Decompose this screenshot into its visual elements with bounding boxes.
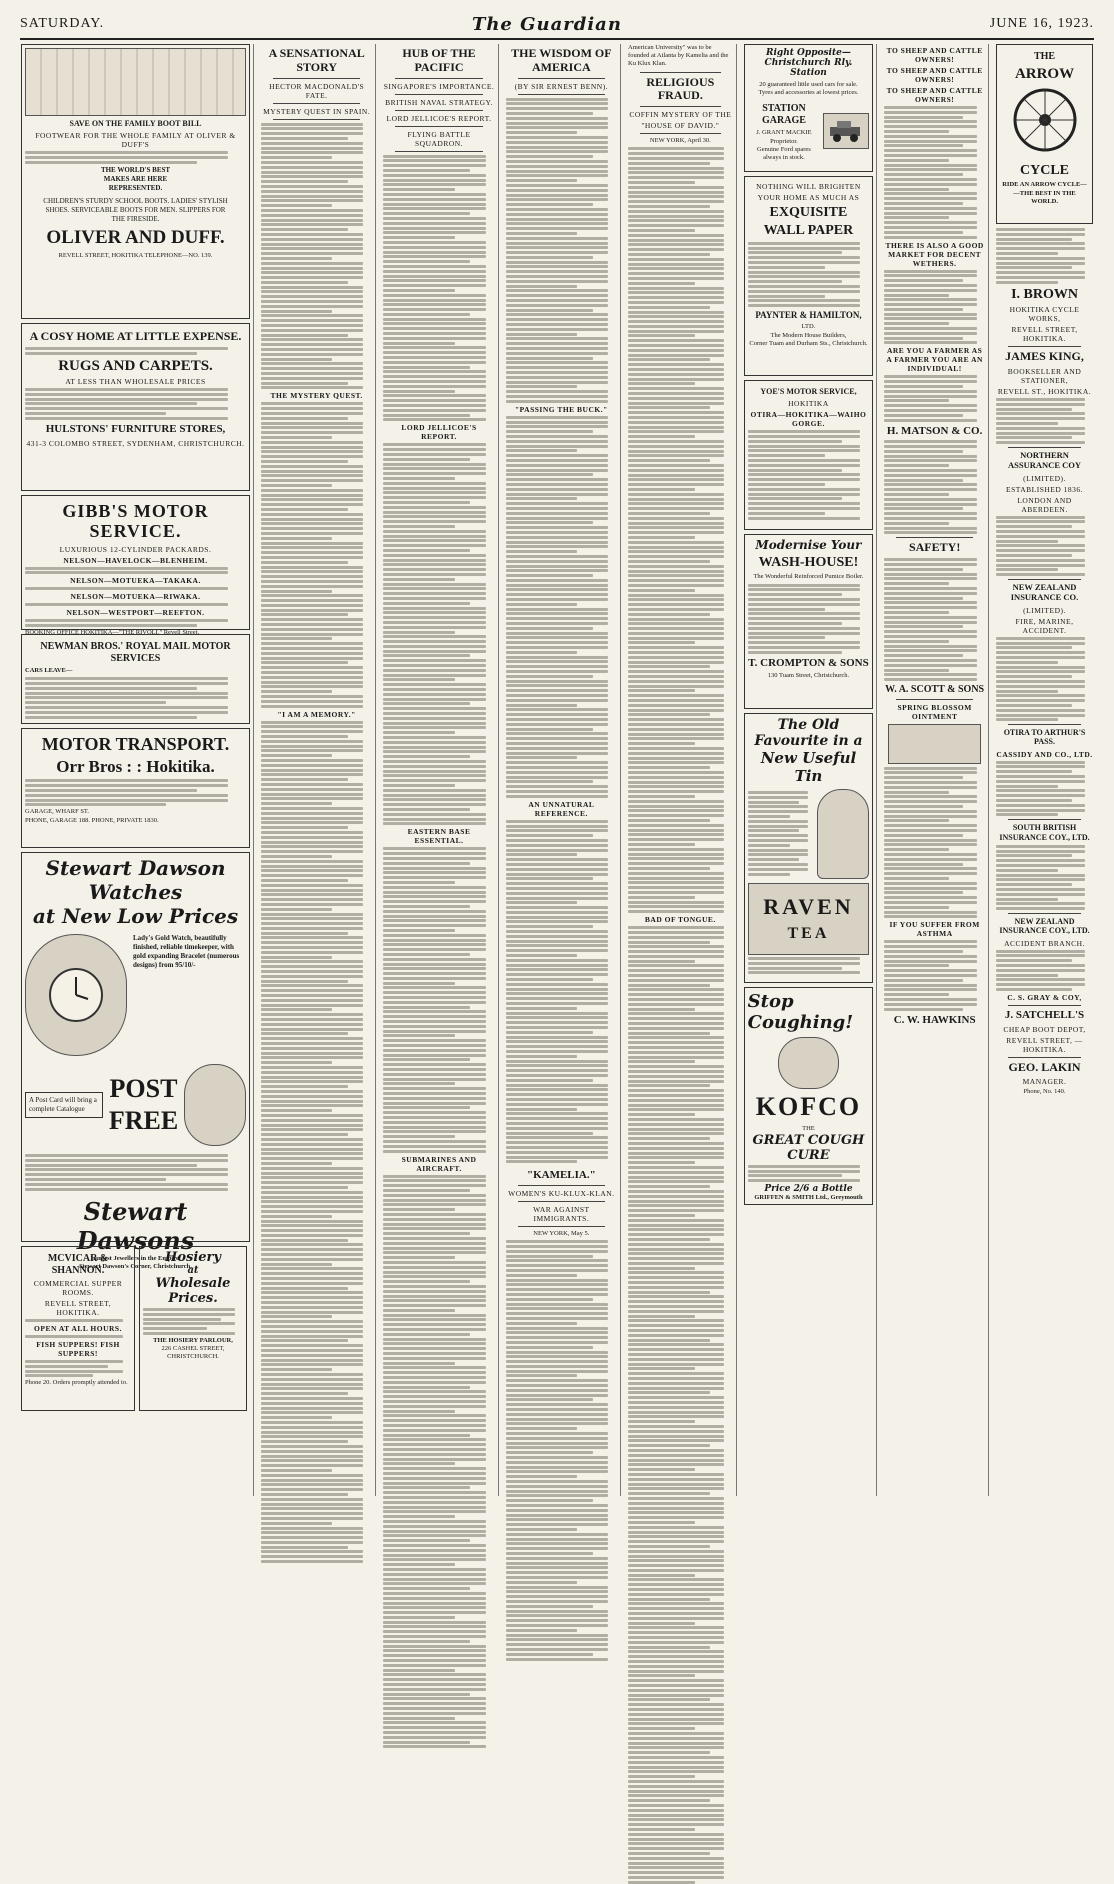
column-2 [258, 44, 376, 1496]
arrow-cycle-ad [996, 44, 1093, 224]
brown-address: REVELL STREET, HOKITIKA. [1011, 325, 1078, 344]
pocket-watch-illustration [184, 1064, 246, 1146]
story-body-2 [261, 402, 372, 707]
pacific-section-1: LORD JELLICOE'S REPORT. [401, 423, 477, 442]
wallpaper-big-2: WALL PAPER [763, 223, 854, 239]
wallpaper-builders: The Modern House Builders, [770, 331, 847, 339]
column-3 [380, 44, 498, 1496]
hulston-title: A COSY HOME AT LITTLE EXPENSE. [29, 329, 242, 343]
sheep-line-1: TO SHEEP AND CATTLE OWNERS! [886, 46, 983, 64]
satchell-sub: CHEAP BOOT DEPOT, [1003, 1024, 1086, 1034]
raven-brand: RAVEN [763, 894, 854, 920]
king-address: REVELL ST., HOKITIKA. [997, 386, 1092, 396]
brown-sub: HOKITIKA CYCLE WORKS, [1009, 305, 1080, 324]
hosiery-address: 226 CASHEL STREET, CHRISTCHURCH. [161, 1345, 225, 1361]
station-offer: 20 guaranteed little used cars for sale. [759, 81, 858, 88]
hosiery-ad [139, 1246, 247, 1411]
otira-title: OTIRA TO ARTHUR'S PASS. [1003, 728, 1086, 747]
gibb-title: GIBB'S MOTOR SERVICE. [62, 501, 209, 541]
woman-illustration [817, 789, 869, 879]
kamelia-sub-2: WAR AGAINST IMMIGRANTS. [533, 1204, 590, 1223]
man-portrait-illustration [778, 1037, 840, 1089]
oliver-duff-ad [21, 44, 250, 319]
pacific-sub-4: FLYING BATTLE SQUADRON. [407, 129, 471, 148]
southbritish-name: SOUTH BRITISH INSURANCE COY., LTD. [999, 823, 1090, 842]
northern-city: LONDON AND ABERDEEN. [1017, 495, 1072, 514]
wallpaper-line-2: YOUR HOME AS MUCH AS [757, 193, 860, 202]
gibb-route-1: LUXURIOUS 12-CYLINDER PACKARDS. [59, 544, 212, 554]
oliver-makers-1: THE WORLD'S BEST [100, 165, 171, 174]
station-tagline: Genuine Ford spares always in stock. [757, 145, 811, 162]
newman-title: NEWMAN BROS.' ROYAL MAIL MOTOR SERVICES [40, 641, 231, 664]
gibb-route-4: NELSON—MOTUEKA—RIWAKA. [70, 592, 201, 602]
columns [18, 44, 1096, 1496]
pacific-section-2: EASTERN BASE ESSENTIAL. [407, 827, 471, 846]
wash-address: 130 Tuam Street, Christchurch. [767, 672, 850, 680]
washhouse-ad [744, 534, 874, 709]
yoe-title: YOE'S MOTOR SERVICE, [760, 387, 857, 396]
wallpaper-line-1: NOTHING WILL BRIGHTEN [756, 182, 861, 191]
hosiery-title-4: Prices. [168, 1291, 218, 1306]
stewart-title-1: Stewart Dawson Watches [45, 856, 226, 904]
raven-line-1: The Old Favourite in a [754, 717, 863, 749]
gibb-route-3: NELSON—MOTUEKA—TAKAKA. [70, 576, 201, 586]
mcvicar-open: OPEN AT ALL HOURS. [34, 1324, 122, 1333]
kofco-the: THE [802, 1124, 815, 1132]
lakin-phone: Phone, No. 140. [1023, 1088, 1066, 1096]
oliver-headline: SAVE ON THE FAMILY BOOT BILL [69, 119, 202, 128]
arrow-best: —THE BEST IN THE WORLD. [1013, 189, 1076, 205]
stewart-postcard: A Post Card will bring a complete Catalogue [25, 1092, 103, 1118]
nzic-name: NEW ZEALAND INSURANCE CO. [1010, 582, 1079, 602]
king-trade: BOOKSELLER AND STATIONER, [1007, 366, 1082, 385]
asthma-title: IF YOU SUFFER FROM ASTHMA [889, 920, 980, 939]
pacific-body-1 [383, 155, 494, 422]
fraud-body-2 [628, 926, 733, 1884]
arrow-brand: ARROW [1014, 65, 1075, 82]
gibbs-motor-ad [21, 495, 250, 637]
wallpaper-address: Corner Tuam and Durham Sts., Christchurch. [749, 339, 868, 347]
column-4 [503, 44, 621, 1496]
pacific-sub-1: SINGAPORE'S IMPORTANCE. [383, 81, 495, 91]
oliver-makers-2: MAKES ARE HERE [103, 174, 168, 183]
fraud-dateline: NEW YORK, April 30. [649, 137, 711, 145]
oliver-subheadline: FOOTWEAR FOR THE WHOLE FAMILY AT OLIVER & DUFF'S [35, 131, 236, 150]
mcvicar-ad [21, 1246, 135, 1411]
wash-sub: The Wonderful Reinforced Pumice Boiler. [753, 573, 864, 581]
column-5 [625, 44, 737, 1496]
arrow-ride: RIDE AN ARROW CYCLE— [1002, 181, 1087, 189]
raven-tea: TEA [787, 925, 830, 943]
matson-name: H. MATSON & CO. [886, 424, 983, 437]
stewart-ladies: Lady's Gold Watch, beautifully finished, reliable timekeeper, with gold expanding Bracelet (numerous designs) from 95/10/- [133, 934, 240, 969]
hulston-sub2: AT LESS THAN WHOLESALE PRICES [65, 377, 206, 387]
bottom-ads-row [21, 1246, 250, 1415]
kamelia-sub-1: WOMEN'S KU-KLUX-KLAN. [508, 1188, 615, 1198]
newman-cars: CARS LEAVE— [25, 667, 73, 674]
family-illustration [25, 48, 246, 116]
story-sub-1: HECTOR MACDONALD'S FATE. [269, 81, 365, 100]
yoe-motor-ad [744, 380, 874, 530]
kofco-ad [744, 987, 874, 1205]
gibb-footer: BOOKING OFFICE HOKITIKA—"THE RIVOLI," Revell Street. [25, 629, 200, 637]
oliver-name: OLIVER AND DUFF. [46, 226, 225, 248]
stewart-jewellers: Largest Jewellers in the Empire. [90, 1254, 181, 1262]
nzic-kind: FIRE, MARINE, ACCIDENT. [1015, 616, 1074, 635]
kamelia-body [506, 1240, 617, 1660]
brown-name: I. BROWN [1011, 286, 1078, 302]
story-sub-2: MYSTERY QUEST IN SPAIN. [263, 106, 371, 116]
stewart-name: Stewart Dawsons [76, 1196, 195, 1255]
watch-icon [46, 965, 106, 1025]
hulston-sub: RUGS AND CARPETS. [58, 357, 213, 374]
column-6 [741, 44, 878, 1496]
pacific-title: HUB OF THE PACIFIC [402, 46, 476, 74]
pacific-body-4 [383, 1175, 494, 1749]
motor-transport-ad [21, 728, 250, 848]
sheep-farmer: ARE YOU A FARMER AS A FARMER YOU ARE AN INDIVIDUAL! [886, 346, 983, 374]
kofco-maker: GRIFFEN & SMITH Ltd., Greymouth [754, 1194, 863, 1202]
arrow-cycle: CYCLE [1020, 163, 1070, 178]
station-name: STATION GARAGE [762, 103, 806, 126]
wisdom-byline: (BY SIR ERNEST BENN). [514, 81, 609, 91]
raven-tea-ad [744, 713, 874, 983]
wisdom-title: THE WISDOM OF AMERICA [511, 46, 612, 74]
sheep-line-3: TO SHEEP AND CATTLE OWNERS! [886, 86, 983, 104]
wallpaper-ltd: LTD. [801, 323, 816, 331]
pacific-body-3 [383, 847, 494, 1152]
station-kicker: Right Opposite— Christchurch Rly. Station [764, 48, 853, 78]
mcvicar-kind: COMMERCIAL SUPPER ROOMS. [33, 1279, 123, 1297]
station-tyres: Tyres and accessories at lowest prices. [758, 89, 859, 97]
lakin-name: GEO. LAKIN [1008, 1059, 1081, 1074]
column-1 [18, 44, 254, 1496]
fraud-title: RELIGIOUS FRAUD. [646, 74, 715, 103]
kofco-brand: KOFCO [755, 1092, 862, 1121]
gibb-route-2: NELSON—HAVELOCK—BLENHEIM. [63, 555, 208, 565]
wallpaper-name: PAYNTER & HAMILTON, [755, 310, 862, 321]
fraud-sub-2: "HOUSE OF DAVID." [641, 121, 720, 131]
nzic-limited: (LIMITED). [1023, 605, 1066, 615]
stewart-title-2: at New Low Prices [32, 904, 239, 928]
page-header [20, 10, 1094, 40]
spring-title: SPRING BLOSSOM OINTMENT [897, 702, 972, 721]
kofco-cure: GREAT COUGH CURE [752, 1132, 865, 1163]
hulstons-ad [21, 323, 250, 491]
motor-title: MOTOR TRANSPORT. [41, 734, 230, 754]
hosiery-name: THE HOSIERY PARLOUR, [153, 1336, 233, 1344]
story-body-3 [261, 721, 372, 1563]
safety-title: SAFETY! [908, 540, 961, 555]
story-section-1: THE MYSTERY QUEST. [270, 391, 363, 401]
wallpaper-ad [744, 176, 874, 376]
arrow-the: THE [1033, 51, 1056, 62]
kamelia-dateline: NEW YORK, May 5. [533, 1229, 590, 1237]
column-8 [993, 44, 1096, 1496]
hulston-name: HULSTONS' FURNITURE STORES, [45, 422, 226, 435]
wisdom-section-2: AN UNNATURAL REFERENCE. [528, 799, 595, 818]
nzic2-name: NEW ZEALAND INSURANCE COY., LTD. [999, 917, 1090, 936]
pacific-sub-3: LORD JELLICOE'S REPORT. [386, 113, 492, 123]
kofco-stop: Stop [747, 991, 794, 1012]
oliver-body [25, 151, 246, 164]
wash-line-2: WASH-HOUSE! [758, 555, 859, 570]
mcvicar-name: MCVICAR & SHANNON. [47, 1253, 109, 1276]
wash-line-1: Modernise Your [755, 538, 862, 552]
hawkins-name: C. W. HAWKINS [893, 1013, 976, 1026]
header-day: SATURDAY. [20, 16, 105, 31]
stewart-corner: Stewart Dawson's Corner, Christchurch. [79, 1262, 192, 1270]
column-7 [881, 44, 989, 1496]
raven-line-2: New Useful Tin [760, 749, 857, 785]
motor-phone: PHONE, GARAGE 188. PHONE, PRIVATE 1830. [25, 816, 159, 824]
pacific-section-3: SUBMARINES AND AIRCRAFT. [401, 1154, 477, 1173]
story-section-2: "I AM A MEMORY." [277, 709, 356, 719]
wisdom-body-2 [506, 416, 617, 798]
lakin-sub: MANAGER. [1022, 1077, 1067, 1087]
motor-garage: GARAGE, WHARF ST. [25, 808, 90, 816]
satchell-address: REVELL STREET, — HOKITIKA. [1006, 1035, 1083, 1054]
hulston-address: 431-3 COLOMBO STREET, SYDENHAM, CHRISTCHURCH. [26, 438, 245, 448]
cycle-wheel-icon [1010, 85, 1080, 155]
northern-est: ESTABLISHED 1836. [1005, 484, 1084, 494]
masthead: The Guardian [471, 13, 622, 35]
pacific-body-2 [383, 443, 494, 825]
yoe-town: HOKITIKA [788, 399, 829, 409]
motor-name: Orr Bros : : Hokitika. [56, 756, 215, 776]
car-icon [827, 119, 865, 143]
hosiery-title-3: Wholesale [155, 1276, 231, 1291]
northern-name: NORTHERN ASSURANCE COY [1008, 450, 1081, 470]
tea-tin-illustration [748, 883, 870, 955]
nzic2-agent: C. S. GRAY & COY, [1007, 992, 1082, 1002]
hosiery-title-2: at [187, 1265, 199, 1276]
nzic2-sub: ACCIDENT BRANCH. [1004, 938, 1085, 948]
car-illustration [823, 113, 869, 149]
oliver-items: CHILDREN'S STURDY SCHOOL BOOTS. LADIES' STYLISH SHOES. SERVICEABLE BOOTS FOR MEN. SLIPPERS FOR THE FIRESIDE. [43, 196, 228, 223]
mcvicar-phone: Phone 20. Orders promptly attended to. [25, 1379, 128, 1387]
kofco-coughing: Coughing! [747, 1012, 854, 1033]
stewart-post: POST [109, 1073, 178, 1103]
kamelia-title: "KAMELIA." [526, 1169, 596, 1182]
sheep-market: THERE IS ALSO A GOOD MARKET FOR DECENT WETHERS. [885, 240, 984, 268]
yoe-route: OTIRA—HOKITIKA—WAIHO GORGE. [750, 410, 867, 429]
scott-name: W. A. SCOTT & SONS [885, 684, 985, 696]
newman-ad [21, 634, 250, 724]
fraud-sub-1: COFFIN MYSTERY OF THE [629, 110, 732, 120]
oliver-makers-3: REPRESENTED. [108, 183, 163, 192]
wallpaper-big: EXQUISITE [769, 205, 848, 220]
station-garage-ad [744, 44, 874, 172]
oliver-address: REVELL STREET, HOKITIKA TELEPHONE—NO. 139. [58, 251, 213, 259]
mcvicar-street: REVELL STREET, HOKITIKA. [44, 1299, 112, 1317]
fraud-body-1 [628, 147, 733, 913]
stewart-free: FREE [108, 1105, 179, 1135]
header-date: JUNE 16, 1923. [989, 16, 1094, 31]
fraud-section: BAD OF TONGUE. [644, 915, 716, 925]
sheep-line-2: TO SHEEP AND CATTLE OWNERS! [886, 66, 983, 84]
story-title: A SENSATIONAL STORY [268, 46, 365, 74]
gibb-route-5: NELSON—WESTPORT—REEFTON. [66, 608, 205, 618]
northern-limited: (LIMITED). [1023, 473, 1066, 483]
hosiery-title-1: Hosiery [165, 1250, 221, 1265]
mcvicar-fish: FISH SUPPERS! FISH SUPPERS! [36, 1340, 120, 1358]
kofco-price: Price 2/6 a Bottle [764, 1184, 853, 1195]
watch-illustration [25, 934, 127, 1056]
kamelia-continued: American University" was to be founded at Atlanta by Kamelia and the Ku Klux Klan. [628, 44, 729, 68]
king-name: JAMES KING, [1005, 349, 1084, 364]
wash-name: T. CROMPTON & SONS [748, 656, 869, 669]
satchell-name: J. SATCHELL'S [1004, 1008, 1085, 1021]
wisdom-body-3 [506, 820, 617, 1164]
wisdom-section-1: "PASSING THE BUCK." [514, 404, 608, 414]
ointment-banner-illustration [888, 724, 981, 764]
wisdom-body-1 [506, 98, 617, 403]
otira-name: CASSIDY AND CO., LTD. [996, 749, 1093, 759]
story-body-1 [261, 123, 372, 390]
station-proprietor: J. GRANT MACKIE Proprietor. [756, 129, 812, 145]
pacific-sub-2: BRITISH NAVAL STRATEGY. [385, 97, 493, 107]
